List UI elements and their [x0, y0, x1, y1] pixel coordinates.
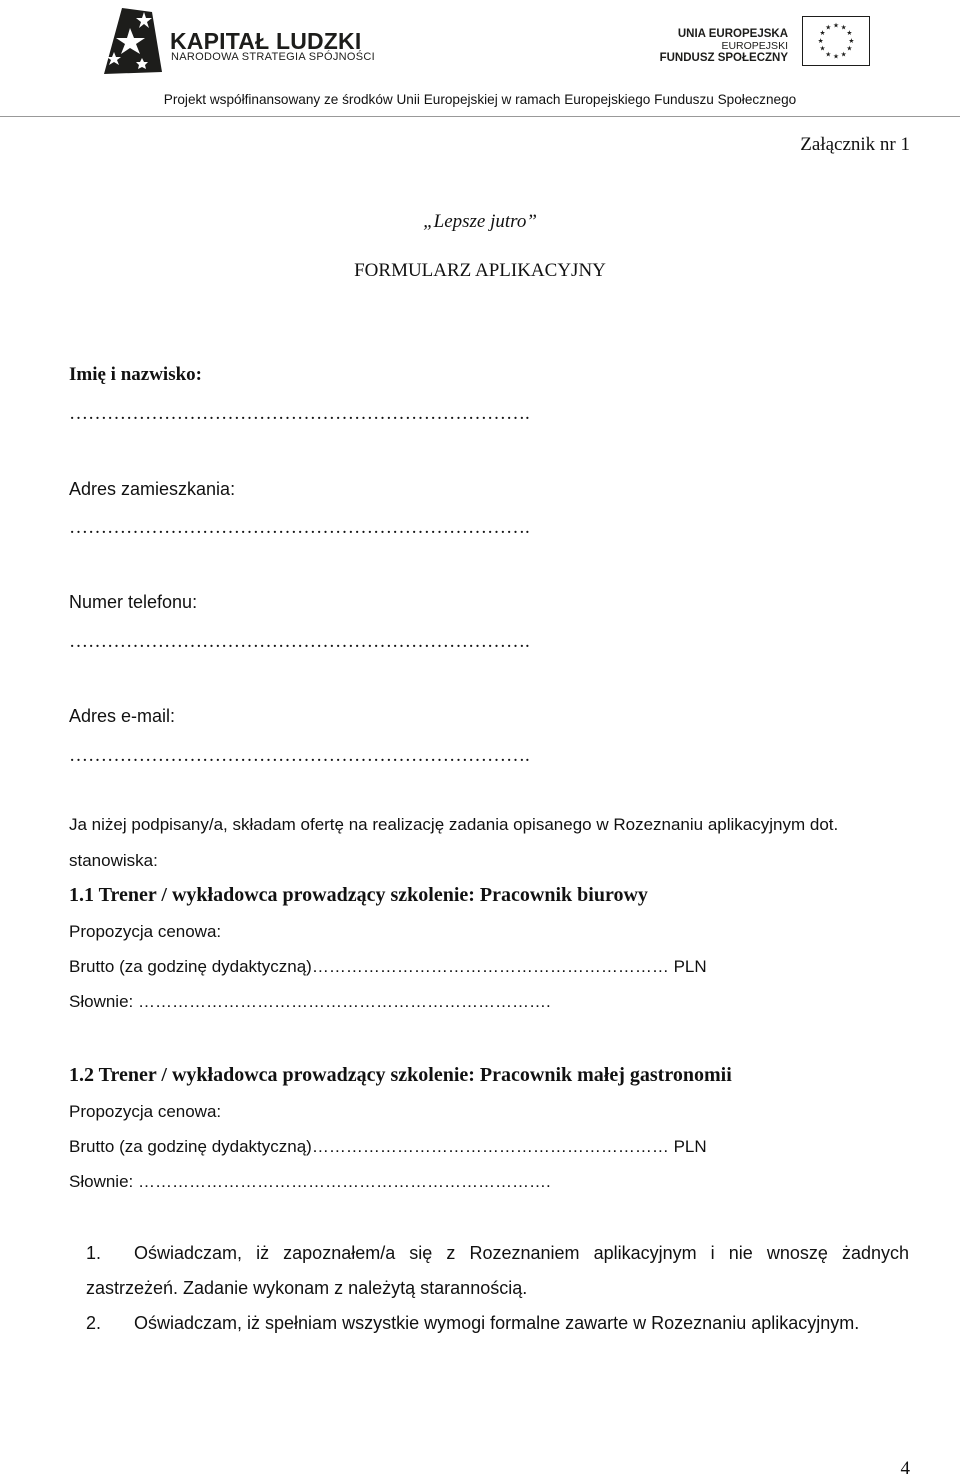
svg-text:★: ★ [840, 23, 847, 32]
svg-text:★: ★ [819, 29, 826, 38]
cofinancing-caption: Projekt współfinansowany ze środków Unii Europejskiej w ramach Europejskiego Funduszu Społecznego [163, 92, 797, 107]
address-field[interactable]: ………………………………………………………………. [69, 517, 530, 538]
position-1-words-field[interactable]: Słownie: ………………………………………………………………. [69, 992, 551, 1011]
attachment-label: Załącznik nr 1 [800, 134, 910, 155]
eu-line-1: UNIA EUROPEJSKA [677, 28, 788, 40]
phone-label: Numer telefonu: [69, 592, 198, 612]
declaration-line-2: stanowiska: [69, 851, 158, 870]
statement-1-number: 1. [86, 1243, 102, 1263]
name-field[interactable]: ………………………………………………………………. [69, 403, 530, 424]
svg-text:★: ★ [825, 23, 832, 32]
position-2-gross-field[interactable]: Brutto (za godzinę dydaktyczną)……………………………………………………… PLN [69, 1137, 707, 1156]
svg-text:★: ★ [840, 50, 847, 59]
statement-1-line-2: zastrzeżeń. Zadanie wykonam z należytą starannością. [86, 1278, 528, 1298]
name-label: Imię i nazwisko: [69, 364, 202, 385]
svg-text:★: ★ [832, 21, 840, 30]
statement-2-number: 2. [86, 1313, 102, 1333]
eu-text-block [648, 28, 788, 64]
position-2-price-label: Propozycja cenowa: [69, 1102, 222, 1121]
statement-2-line-1: Oświadczam, iż spełniam wszystkie wymogi formalne zawarte w Rozeznaniu aplikacyjnym. [134, 1313, 860, 1333]
phone-field[interactable]: ………………………………………………………………. [69, 631, 530, 652]
eu-flag-icon [802, 16, 870, 66]
logo-title: KAPITAŁ LUDZKI [170, 28, 362, 54]
svg-text:★: ★ [846, 29, 853, 38]
project-title: „Lepsze jutro” [423, 211, 537, 232]
email-label: Adres e-mail: [69, 706, 176, 726]
form-title: FORMULARZ APLIKACYJNY [354, 260, 606, 281]
svg-text:★: ★ [832, 52, 840, 61]
statement-1-line-1: Oświadczam, iż zapoznałem/a się z Rozeznaniem aplikacyjnym i nie wnoszę żadnych [134, 1243, 909, 1263]
declaration-line-1: Ja niżej podpisany/a, składam ofertę na realizację zadania opisanego w Rozeznaniu aplikacyjnym dot. [69, 815, 839, 834]
svg-text:★: ★ [846, 44, 853, 53]
position-2-heading: 1.2 Trener / wykładowca prowadzący szkolenie: Pracownik małej gastronomii [69, 1064, 732, 1086]
position-2-words-field[interactable]: Słownie: ………………………………………………………………. [69, 1172, 551, 1191]
position-1-heading: 1.1 Trener / wykładowca prowadzący szkolenie: Pracownik biurowy [69, 884, 648, 906]
page-number: 4 [900, 1458, 910, 1479]
address-label: Adres zamieszkania: [69, 479, 236, 499]
position-1-price-label: Propozycja cenowa: [69, 922, 222, 941]
svg-text:★: ★ [848, 36, 855, 45]
position-1-gross-field[interactable]: Brutto (za godzinę dydaktyczną)……………………………………………………… PLN [69, 957, 707, 976]
logo-subtitle: NARODOWA STRATEGIA SPÓJNOŚCI [171, 51, 375, 63]
eu-line-2: EUROPEJSKI [721, 40, 788, 52]
eu-line-3: FUNDUSZ SPOŁECZNY [659, 52, 788, 64]
svg-text:★: ★ [825, 50, 832, 59]
svg-text:★: ★ [817, 36, 824, 45]
svg-text:★: ★ [819, 44, 826, 53]
email-field[interactable]: ………………………………………………………………. [69, 745, 530, 766]
